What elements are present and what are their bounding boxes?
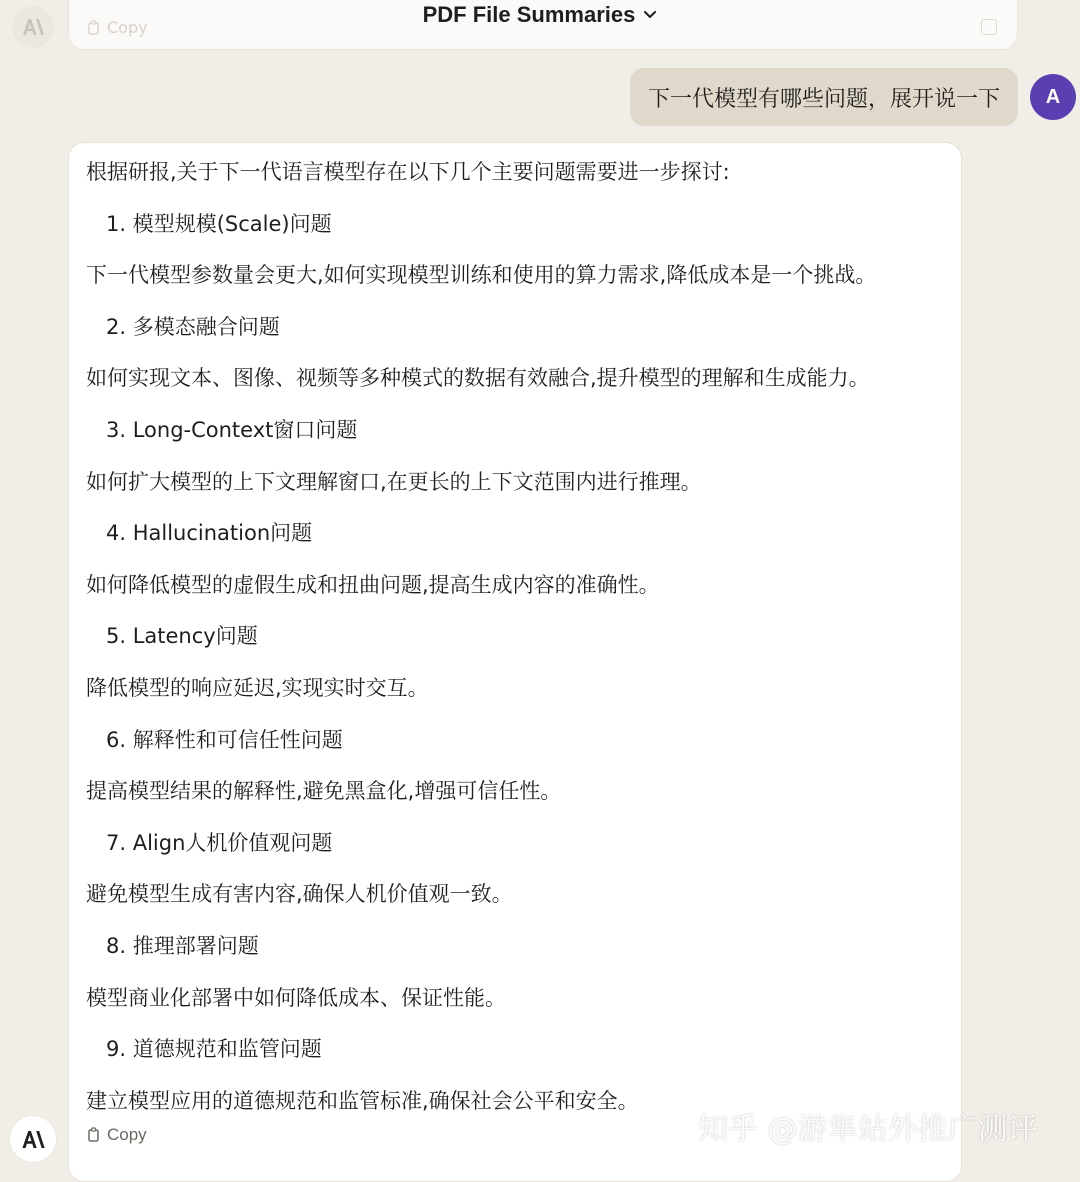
conversation-title: PDF File Summaries [422,2,636,27]
list-item-heading: 7. Align人机价值观问题 [106,830,333,855]
user-avatar[interactable] [1030,74,1076,120]
list-item-heading: 6. 解释性和可信任性问题 [106,727,343,752]
copy-icon [87,1127,101,1143]
list-item-heading: 3. Long-Context窗口问题 [106,417,358,442]
list-item-heading: 9. 道德规范和监管问题 [106,1037,322,1062]
copy-label: Copy [107,1125,147,1144]
user-message-bubble [630,68,1018,126]
list-item-detail: 如何扩大模型的上下文理解窗口,在更长的上下文范围内进行推理。 [86,469,702,494]
user-message-text: 下一代模型有哪些问题，展开说一下 [647,86,1000,112]
list-item-detail: 建立模型应用的道德规范和监管标准,确保社会公平和安全。 [86,1088,639,1113]
watermark: 知乎 @游隼站外推广测评 [698,1112,1038,1147]
header [0,0,1080,30]
list-item-heading: 2. 多模态融合问题 [106,314,280,339]
conversation-title-dropdown[interactable] [423,2,658,28]
list-item-detail: 如何降低模型的虚假生成和扭曲问题,提高生成内容的准确性。 [86,572,660,597]
list-item-heading: 1. 模型规模(Scale)问题 [106,211,332,236]
list-item-detail: 模型商业化部署中如何降低成本、保证性能。 [86,985,506,1010]
list-item-heading: 4. Hallucination问题 [106,521,313,546]
list-item-heading: 5. Latency问题 [106,624,258,649]
list-item-detail: 避免模型生成有害内容,确保人机价值观一致。 [86,882,513,907]
assistant-response-card [68,142,962,1182]
list-item-heading: 8. 推理部署问题 [106,933,259,958]
list-item-detail: 如何实现文本、图像、视频等多种模式的数据有效融合,提升模型的理解和生成能力。 [86,366,870,391]
avatar-initial: A [1045,85,1061,108]
list-item-detail: 下一代模型参数量会更大,如何实现模型训练和使用的算力需求,降低成本是一个挑战。 [86,263,877,288]
response-content [86,157,956,1137]
chevron-down-icon [643,10,657,20]
claude-logo-icon [10,1116,56,1162]
copy-button[interactable] [87,1125,147,1145]
response-intro: 根据研报,关于下一代语言模型存在以下几个主要问题需要进一步探讨: [86,160,730,184]
list-item-detail: 降低模型的响应延迟,实现实时交互。 [86,675,429,700]
list-item-detail: 提高模型结果的解释性,避免黑盒化,增强可信任性。 [86,779,562,804]
previous-copy-label: Copy [107,18,148,37]
